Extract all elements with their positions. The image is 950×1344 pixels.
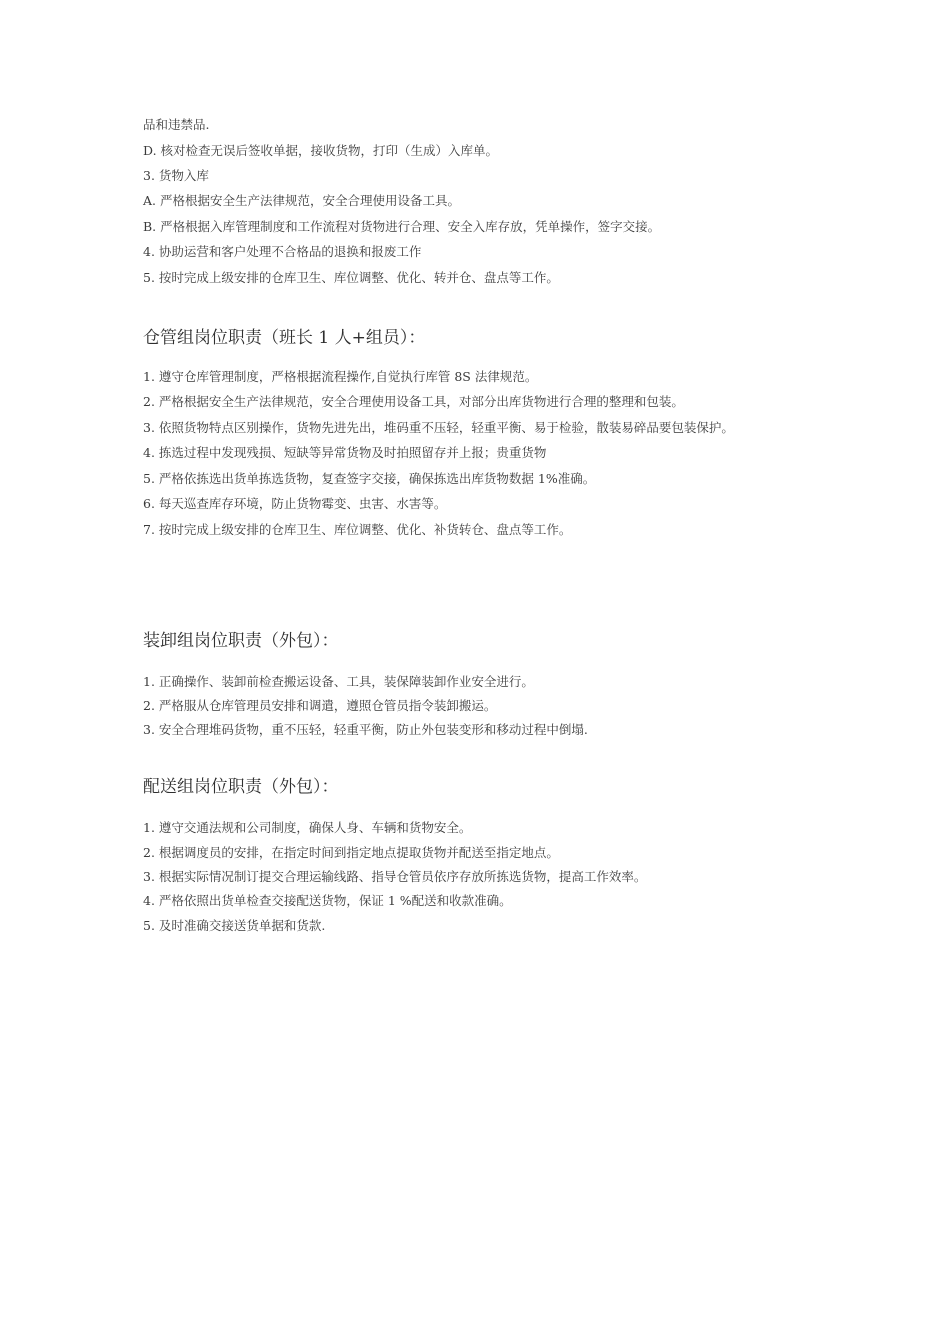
- intro-line: 品和违禁品.: [143, 117, 210, 132]
- section-heading-delivery: 配送组岗位职责（外包）：: [143, 777, 339, 797]
- list-item: 1. 遵守仓库管理制度，严格根据流程操作,自觉执行库管 8S 法律规范。: [143, 369, 538, 384]
- list-item: 5. 严格依拣选出货单拣选货物，复查签字交接，确保拣选出库货物数据 1%准确。: [143, 471, 596, 486]
- list-item: 6. 每天巡查库存环境，防止货物霉变、虫害、水害等。: [143, 496, 447, 511]
- section-heading-loading: 装卸组岗位职责（外包）：: [143, 631, 339, 651]
- list-item: 2. 严格服从仓库管理员安排和调遣，遵照仓管员指令装卸搬运。: [143, 698, 497, 713]
- section-heading-warehouse: 仓管组岗位职责（班长 1 人+组员）：: [143, 328, 426, 348]
- intro-line: A. 严格根据安全生产法律规范，安全合理使用设备工具。: [143, 193, 460, 208]
- intro-line: B. 严格根据入库管理制度和工作流程对货物进行合理、安全入库存放，凭单操作，签字交接。: [143, 219, 661, 234]
- list-item: 3. 依照货物特点区别操作，货物先进先出，堆码重不压轻，轻重平衡、易于检验，散装易碎品要包装保护。: [143, 420, 734, 435]
- intro-line: D. 核对检查无误后签收单据，接收货物，打印（生成）入库单。: [143, 143, 499, 158]
- list-item: 4. 拣选过程中发现残损、短缺等异常货物及时拍照留存并上报；贵重货物: [143, 445, 547, 460]
- list-item: 4. 严格依照出货单检查交接配送货物，保证 1 %配送和收款准确。: [143, 893, 512, 908]
- intro-line: 3. 货物入库: [143, 168, 209, 183]
- list-item: 1. 遵守交通法规和公司制度，确保人身、车辆和货物安全。: [143, 820, 472, 835]
- list-item: 3. 安全合理堆码货物，重不压轻，轻重平衡，防止外包装变形和移动过程中倒塌.: [143, 722, 588, 737]
- list-item: 1. 正确操作、装卸前检查搬运设备、工具，装保障装卸作业安全进行。: [143, 674, 534, 689]
- list-item: 2. 严格根据安全生产法律规范，安全合理使用设备工具，对部分出库货物进行合理的整理和包装。: [143, 394, 684, 409]
- list-item: 2. 根据调度员的安排，在指定时间到指定地点提取货物并配送至指定地点。: [143, 845, 559, 860]
- list-item: 7. 按时完成上级安排的仓库卫生、库位调整、优化、补货转仓、盘点等工作。: [143, 522, 572, 537]
- intro-line: 5. 按时完成上级安排的仓库卫生、库位调整、优化、转并仓、盘点等工作。: [143, 270, 559, 285]
- intro-line: 4. 协助运营和客户处理不合格品的退换和报废工作: [143, 244, 422, 259]
- list-item: 5. 及时准确交接送货单据和货款.: [143, 918, 326, 933]
- list-item: 3. 根据实际情况制订提交合理运输线路、指导仓管员依序存放所拣选货物，提高工作效率。: [143, 869, 647, 884]
